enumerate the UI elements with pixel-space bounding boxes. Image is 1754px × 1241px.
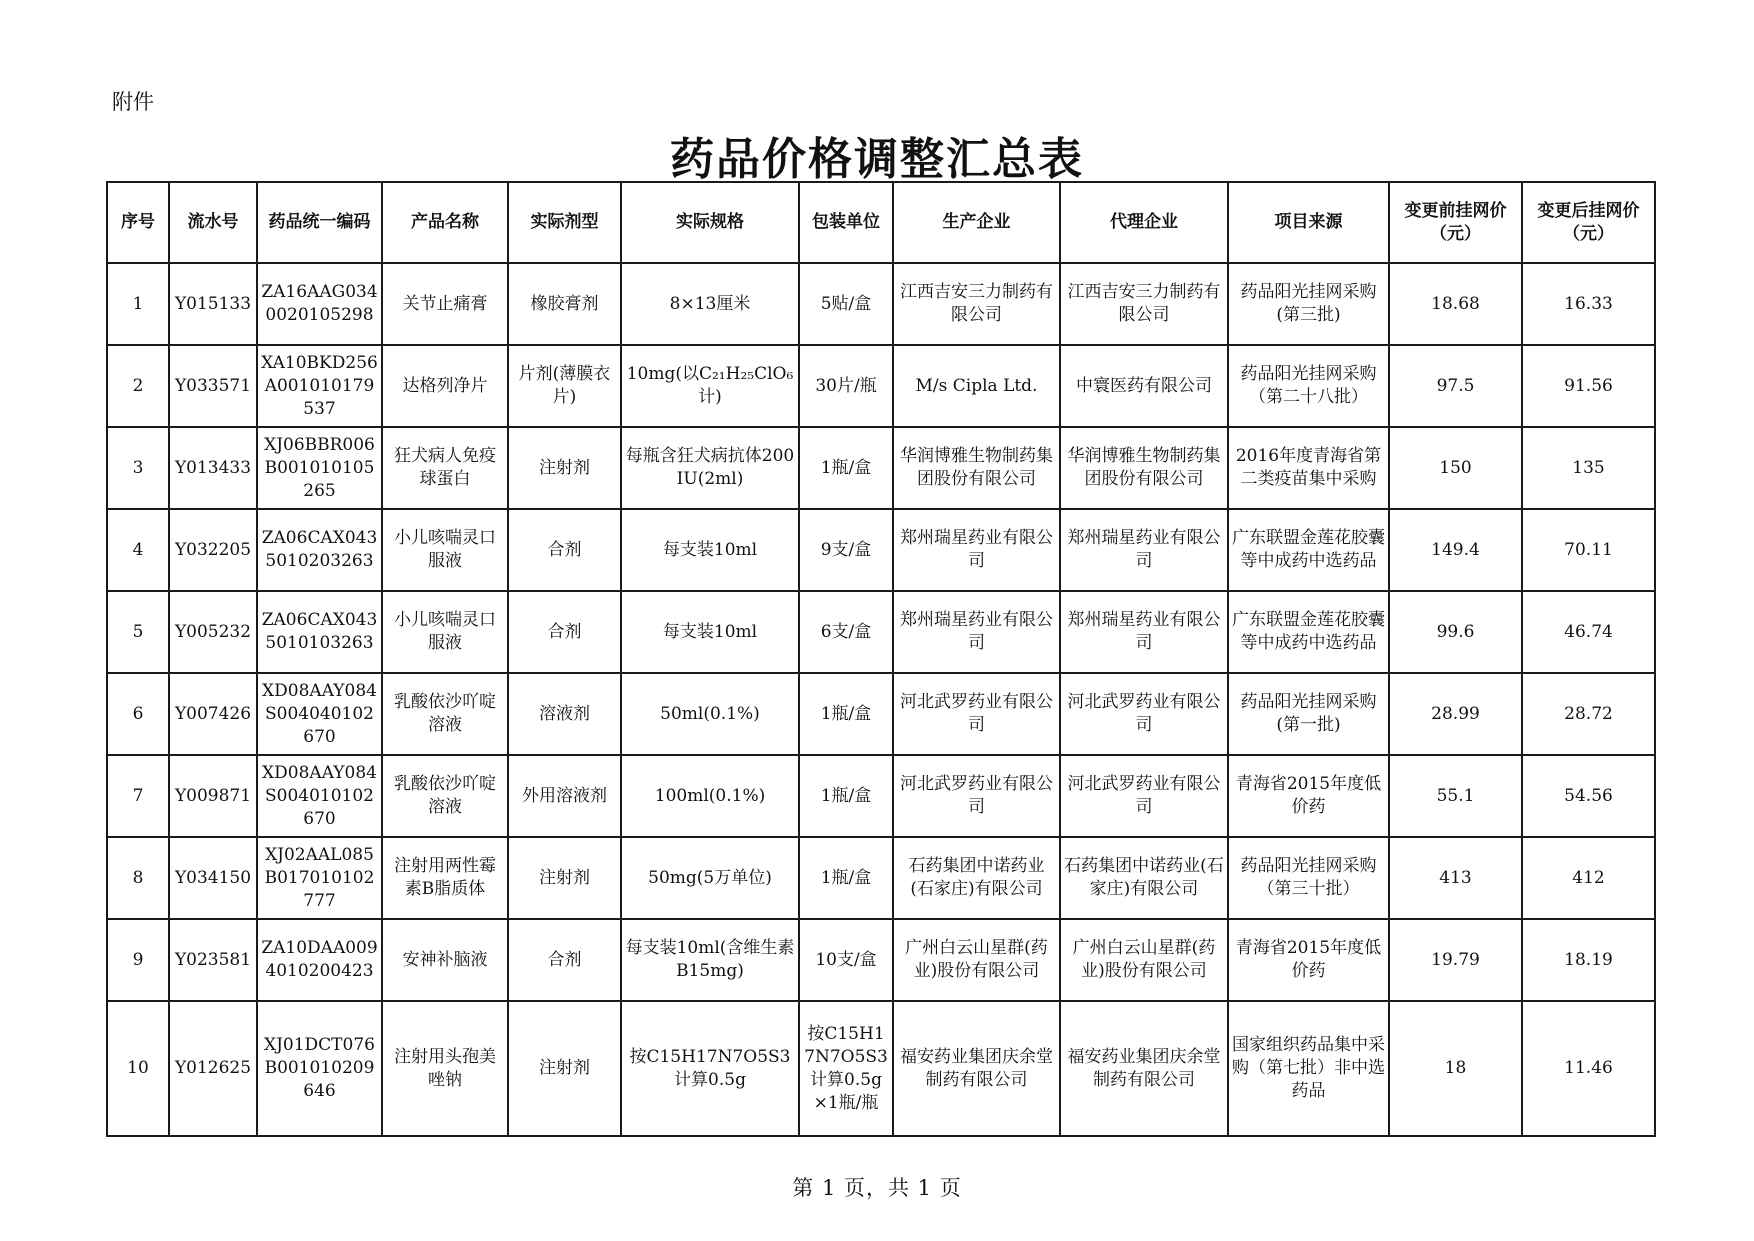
table-cell: 5 — [107, 591, 169, 673]
table-cell: 乳酸依沙吖啶溶液 — [382, 673, 508, 755]
table-cell: 青海省2015年度低价药 — [1228, 919, 1389, 1001]
table-cell: Y034150 — [169, 837, 257, 919]
table-cell: 3 — [107, 427, 169, 509]
table-cell: Y033571 — [169, 345, 257, 427]
table-cell: 中寰医药有限公司 — [1060, 345, 1228, 427]
table-cell: 小儿咳喘灵口服液 — [382, 591, 508, 673]
table-cell: 8×13厘米 — [621, 263, 799, 345]
table-cell: 广东联盟金莲花胶囊等中成药中选药品 — [1228, 509, 1389, 591]
table-cell: XJ02AAL085B017010102777 — [257, 837, 382, 919]
table-cell: Y012625 — [169, 1001, 257, 1136]
table-cell: 福安药业集团庆余堂制药有限公司 — [893, 1001, 1060, 1136]
table-cell: 郑州瑞星药业有限公司 — [1060, 591, 1228, 673]
table-row — [107, 263, 1655, 345]
table-cell: M/s Cipla Ltd. — [893, 345, 1060, 427]
table-cell: 9支/盒 — [799, 509, 893, 591]
table-cell: 华润博雅生物制药集团股份有限公司 — [1060, 427, 1228, 509]
table-cell: 福安药业集团庆余堂制药有限公司 — [1060, 1001, 1228, 1136]
table-cell: 橡胶膏剂 — [508, 263, 621, 345]
table-cell: 合剂 — [508, 919, 621, 1001]
table-cell: 6支/盒 — [799, 591, 893, 673]
table-cell: 河北武罗药业有限公司 — [1060, 673, 1228, 755]
table-row — [107, 1001, 1655, 1136]
table-row — [107, 919, 1655, 1001]
table-cell: 注射剂 — [508, 1001, 621, 1136]
table-cell: 国家组织药品集中采购（第七批）非中选药品 — [1228, 1001, 1389, 1136]
table-cell: 9 — [107, 919, 169, 1001]
table-cell: 河北武罗药业有限公司 — [893, 673, 1060, 755]
table-cell: 每瓶含狂犬病抗体200IU(2ml) — [621, 427, 799, 509]
table-cell: 注射用两性霉素B脂质体 — [382, 837, 508, 919]
table-cell: 每支装10ml(含维生素B15mg) — [621, 919, 799, 1001]
table-cell: 2016年度青海省第二类疫苗集中采购 — [1228, 427, 1389, 509]
table-cell: 狂犬病人免疫球蛋白 — [382, 427, 508, 509]
table-cell: 药品阳光挂网采购(第一批) — [1228, 673, 1389, 755]
table-cell: 小儿咳喘灵口服液 — [382, 509, 508, 591]
table-cell: ZA06CAX0435010103263 — [257, 591, 382, 673]
table-cell: 5贴/盒 — [799, 263, 893, 345]
table-cell: Y015133 — [169, 263, 257, 345]
table-cell: Y013433 — [169, 427, 257, 509]
table-cell: 华润博雅生物制药集团股份有限公司 — [893, 427, 1060, 509]
table-cell: 注射剂 — [508, 427, 621, 509]
table-cell: 8 — [107, 837, 169, 919]
table-cell: XJ06BBR006B001010105265 — [257, 427, 382, 509]
table-cell: 6 — [107, 673, 169, 755]
table-cell: 4 — [107, 509, 169, 591]
table-cell: Y032205 — [169, 509, 257, 591]
table-cell: 55.1 — [1389, 755, 1522, 837]
table-row — [107, 509, 1655, 591]
table-cell: 河北武罗药业有限公司 — [1060, 755, 1228, 837]
table-cell: 注射用头孢美唑钠 — [382, 1001, 508, 1136]
table-cell: 50mg(5万单位) — [621, 837, 799, 919]
col-header: 药品统一编码 — [257, 182, 382, 263]
table-cell: 郑州瑞星药业有限公司 — [893, 509, 1060, 591]
table-cell: 1瓶/盒 — [799, 427, 893, 509]
table-cell: 广州白云山星群(药业)股份有限公司 — [1060, 919, 1228, 1001]
table-cell: 关节止痛膏 — [382, 263, 508, 345]
table-cell: Y009871 — [169, 755, 257, 837]
table-cell: 达格列净片 — [382, 345, 508, 427]
table-cell: 46.74 — [1522, 591, 1655, 673]
table-cell: 药品阳光挂网采购（第三十批） — [1228, 837, 1389, 919]
table-cell: 1瓶/盒 — [799, 755, 893, 837]
table-cell: 片剂(薄膜衣片) — [508, 345, 621, 427]
table-cell: ZA06CAX0435010203263 — [257, 509, 382, 591]
table-cell: 412 — [1522, 837, 1655, 919]
table-cell: XD08AAY084S004010102670 — [257, 755, 382, 837]
table-cell: 药品阳光挂网采购(第三批) — [1228, 263, 1389, 345]
col-header: 产品名称 — [382, 182, 508, 263]
table-cell: 10支/盒 — [799, 919, 893, 1001]
table-cell: 97.5 — [1389, 345, 1522, 427]
table-cell: 1 — [107, 263, 169, 345]
table-cell: 乳酸依沙吖啶溶液 — [382, 755, 508, 837]
table-cell: ZA16AAG0340020105298 — [257, 263, 382, 345]
table-cell: 16.33 — [1522, 263, 1655, 345]
table-cell: 28.72 — [1522, 673, 1655, 755]
table-cell: 每支装10ml — [621, 509, 799, 591]
table-cell: 合剂 — [508, 509, 621, 591]
table-cell: 149.4 — [1389, 509, 1522, 591]
table-cell: 石药集团中诺药业(石家庄)有限公司 — [893, 837, 1060, 919]
table-cell: 28.99 — [1389, 673, 1522, 755]
table-cell: 1瓶/盒 — [799, 837, 893, 919]
table-cell: 江西吉安三力制药有限公司 — [893, 263, 1060, 345]
col-header: 流水号 — [169, 182, 257, 263]
table-cell: Y023581 — [169, 919, 257, 1001]
table-cell: 54.56 — [1522, 755, 1655, 837]
table-cell: 青海省2015年度低价药 — [1228, 755, 1389, 837]
table-cell: 18 — [1389, 1001, 1522, 1136]
table-cell: 合剂 — [508, 591, 621, 673]
page-footer: 第 1 页，共 1 页 — [792, 1176, 962, 1200]
table-cell: 广东联盟金莲花胶囊等中成药中选药品 — [1228, 591, 1389, 673]
table-cell: 413 — [1389, 837, 1522, 919]
col-header: 项目来源 — [1228, 182, 1389, 263]
table-cell: 18.68 — [1389, 263, 1522, 345]
table-cell: 石药集团中诺药业(石家庄)有限公司 — [1060, 837, 1228, 919]
table-cell: 2 — [107, 345, 169, 427]
col-header: 变更前挂网价（元） — [1389, 182, 1522, 263]
col-header: 变更后挂网价（元） — [1522, 182, 1655, 263]
table-cell: Y007426 — [169, 673, 257, 755]
col-header: 代理企业 — [1060, 182, 1228, 263]
table-cell: 10mg(以C₂₁H₂₅ClO₆计) — [621, 345, 799, 427]
table-cell: 溶液剂 — [508, 673, 621, 755]
table-cell: 91.56 — [1522, 345, 1655, 427]
table-cell: 150 — [1389, 427, 1522, 509]
table-cell: 郑州瑞星药业有限公司 — [893, 591, 1060, 673]
table-cell: 70.11 — [1522, 509, 1655, 591]
table-row — [107, 427, 1655, 509]
table-cell: 30片/瓶 — [799, 345, 893, 427]
table-cell: 50ml(0.1%) — [621, 673, 799, 755]
table-cell: 每支装10ml — [621, 591, 799, 673]
table-cell: 135 — [1522, 427, 1655, 509]
table-cell: 100ml(0.1%) — [621, 755, 799, 837]
table-cell: 19.79 — [1389, 919, 1522, 1001]
table-row — [107, 837, 1655, 919]
col-header: 生产企业 — [893, 182, 1060, 263]
attachment-label: 附件 — [112, 90, 154, 114]
table-cell: Y005232 — [169, 591, 257, 673]
table-cell: 18.19 — [1522, 919, 1655, 1001]
table-cell: XD08AAY084S004040102670 — [257, 673, 382, 755]
table-cell: 药品阳光挂网采购（第二十八批） — [1228, 345, 1389, 427]
page-title: 药品价格调整汇总表 — [670, 134, 1084, 185]
col-header: 包装单位 — [799, 182, 893, 263]
table-cell: 按C15H17N7O5S3计算0.5g×1瓶/瓶 — [799, 1001, 893, 1136]
table-cell: XA10BKD256A001010179537 — [257, 345, 382, 427]
table-cell: 1瓶/盒 — [799, 673, 893, 755]
table-cell: 郑州瑞星药业有限公司 — [1060, 509, 1228, 591]
table-cell: 7 — [107, 755, 169, 837]
table-cell: 安神补脑液 — [382, 919, 508, 1001]
table-cell: 注射剂 — [508, 837, 621, 919]
col-header: 实际规格 — [621, 182, 799, 263]
table-row — [107, 755, 1655, 837]
header-row — [107, 182, 1655, 263]
table-cell: 外用溶液剂 — [508, 755, 621, 837]
col-header: 序号 — [107, 182, 169, 263]
table-cell: ZA10DAA0094010200423 — [257, 919, 382, 1001]
table-cell: 按C15H17N7O5S3计算0.5g — [621, 1001, 799, 1136]
table-cell: 江西吉安三力制药有限公司 — [1060, 263, 1228, 345]
table-row — [107, 345, 1655, 427]
table-cell: 10 — [107, 1001, 169, 1136]
col-header: 实际剂型 — [508, 182, 621, 263]
table-cell: XJ01DCT076B001010209646 — [257, 1001, 382, 1136]
table-cell: 99.6 — [1389, 591, 1522, 673]
price-adjustment-table — [106, 181, 1656, 1137]
table-cell: 河北武罗药业有限公司 — [893, 755, 1060, 837]
table-cell: 广州白云山星群(药业)股份有限公司 — [893, 919, 1060, 1001]
table-cell: 11.46 — [1522, 1001, 1655, 1136]
table-row — [107, 591, 1655, 673]
table-row — [107, 673, 1655, 755]
